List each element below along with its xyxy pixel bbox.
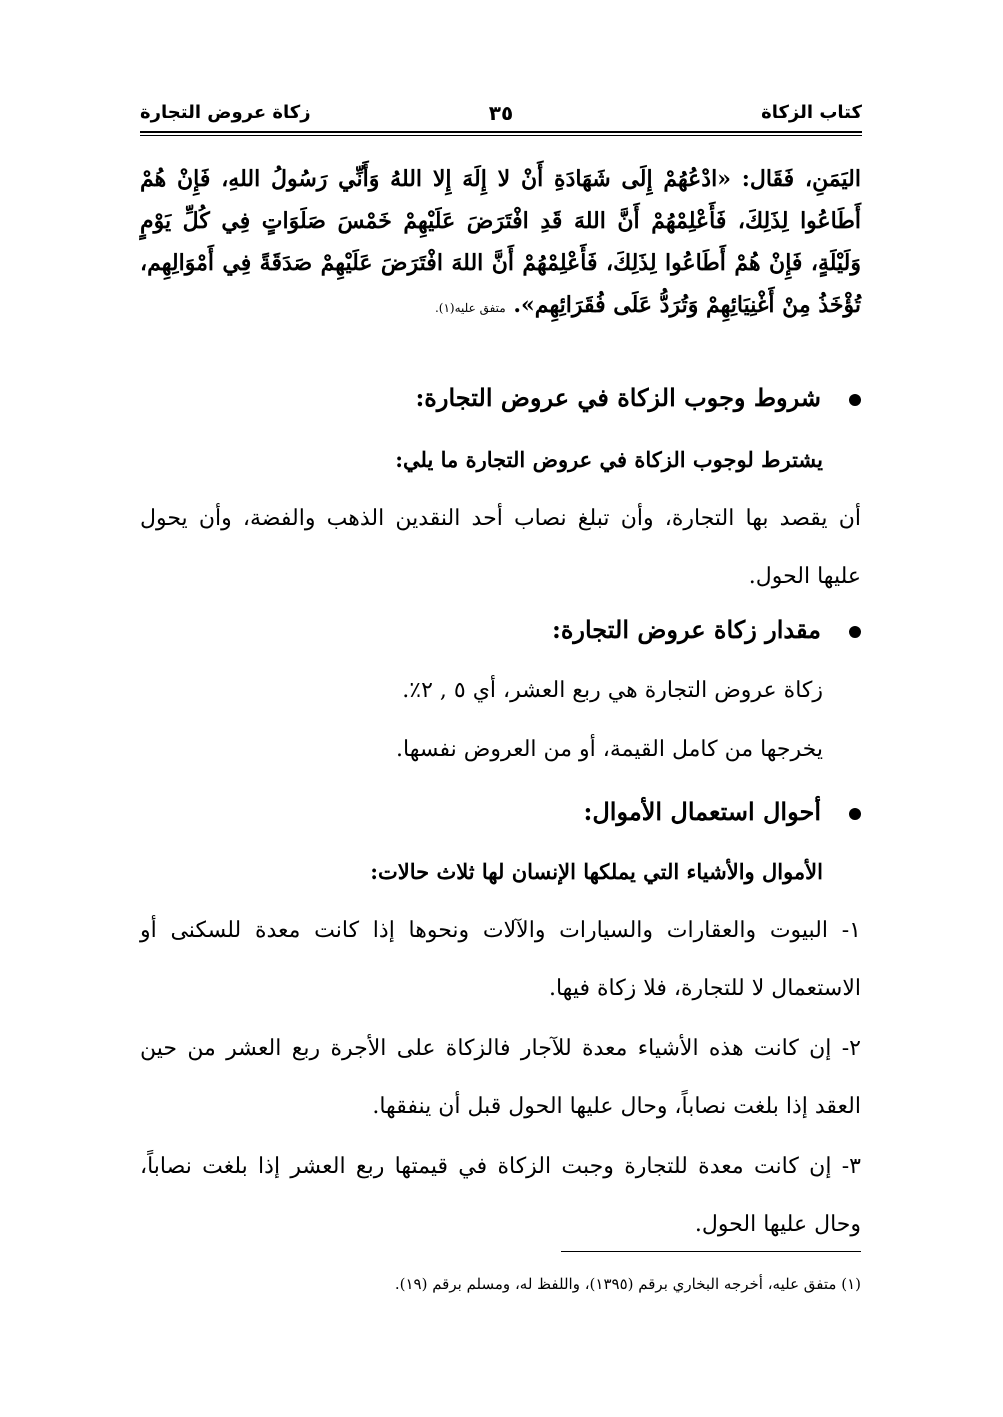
- book-title: كتاب الزكاة: [761, 102, 862, 123]
- footnote: (١) متفق عليه، أخرجه البخاري برقم (١٣٩٥)، واللفظ له، ومسلم برقم (١٩).: [394, 1275, 861, 1293]
- list-item: ١- البيوت والعقارات والسيارات والآلات ونحوها إذا كانت معدة للسكنى أو الاستعمال لا للتجارة، فلا زكاة فيها.: [140, 918, 861, 1001]
- amount-line-2: يخرجها من كامل القيمة، أو من العروض نفسها.: [396, 737, 823, 762]
- bullet-icon: [849, 626, 861, 638]
- uses-subheading: الأموال والأشياء التي يملكها الإنسان لها ثلاث حالات:: [370, 859, 823, 884]
- footnote-rule: [561, 1251, 861, 1252]
- hadith-text: [140, 158, 861, 329]
- section-heading-amount: [140, 610, 861, 650]
- chapter-title: زكاة عروض التجارة: [140, 102, 311, 123]
- conditions-body: أن يقصد بها التجارة، وأن تبلغ نصاب أحد النقدين الذهب والفضة، وأن يحول عليها الحول.: [140, 506, 861, 589]
- conditions-subheading: يشترط لوجوب الزكاة في عروض التجارة ما يلي:: [395, 447, 823, 472]
- section-heading-conditions: [140, 378, 861, 418]
- hadith-reference: متفق عليه(١).: [434, 301, 506, 315]
- section-heading-text: شروط وجوب الزكاة في عروض التجارة:: [415, 383, 821, 412]
- hadith-body: اليَمَنِ، فَقَال: «ادْعُهُمْ إِلَى شَهَادَةِ أَنْ لا إِلَهَ إِلا اللهُ وَأَنِّي رَسُولُ اللهِ، فَإِنْ هُمْ أَطَاعُوا لِذَلِكَ، فَأَعْلِمْهُمْ أَنَّ اللهَ قَدِ افْتَرَضَ عَلَيْهِمْ خَمْسَ صَلَوَاتٍ فِي كُلِّ يَوْمٍ وَلَيْلَةٍ، فَإِنْ هُمْ أَطَاعُوا لِذَلِكَ، فَأَعْلِمْهُمْ أَنَّ اللهَ افْتَرَضَ عَلَيْهِمْ صَدَقَةً فِي أَمْوَالِهِم، تُؤْخَذُ مِنْ أَغْنِيَائِهِمْ وَتُرَدُّ عَلَى فُقَرَائِهِم».: [140, 166, 861, 318]
- list-item: ٢- إن كانت هذه الأشياء معدة للآجار فالزكاة على الأجرة ربع العشر من حين العقد إذا بلغت نصاباً، وحال عليها الحول قبل أن ينفقها.: [140, 1036, 861, 1119]
- header-rule-thin: [140, 135, 862, 136]
- section-heading-text: مقدار زكاة عروض التجارة:: [551, 615, 821, 644]
- section-heading-uses: [140, 792, 861, 832]
- list-item: ٣- إن كانت معدة للتجارة وجبت الزكاة في قيمتها ربع العشر إذا بلغت نصاباً، وحال عليها الحول.: [140, 1154, 861, 1237]
- amount-line-1: زكاة عروض التجارة هي ربع العشر، أي ٥ , ٢٪.: [402, 678, 823, 703]
- page-header: [140, 100, 862, 130]
- section-heading-text: أحوال استعمال الأموال:: [583, 797, 821, 826]
- bullet-icon: [849, 394, 861, 406]
- header-rule: [140, 131, 862, 133]
- bullet-icon: [849, 808, 861, 820]
- page-number: ٣٥: [488, 101, 514, 125]
